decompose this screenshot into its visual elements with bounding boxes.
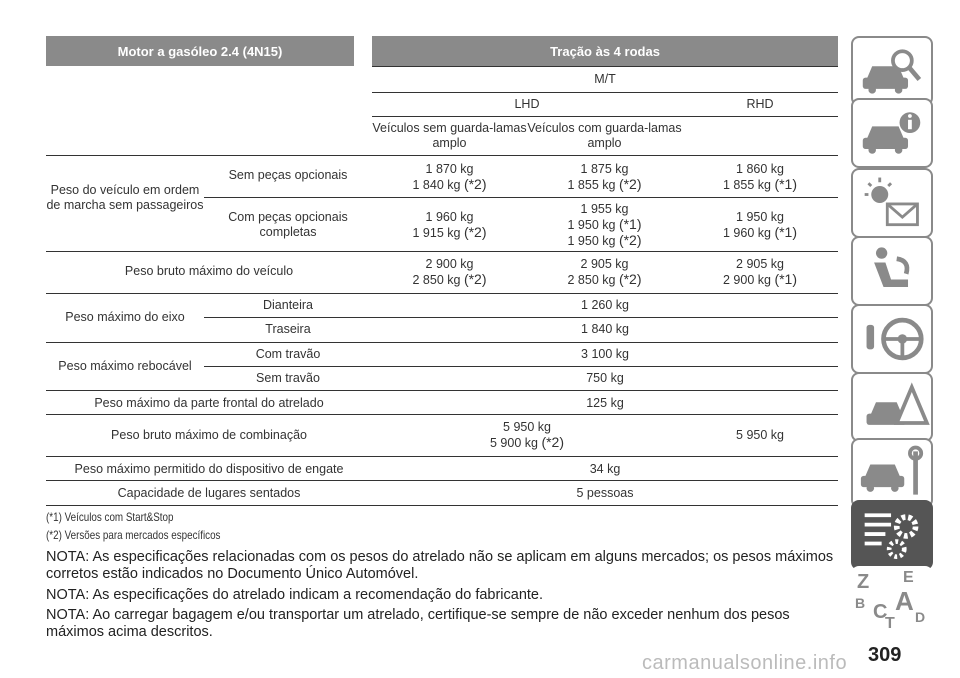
index-letter: T: [885, 615, 895, 632]
cell: 1 950 kg 1 960 kg (*1): [723, 210, 797, 240]
tab-safety[interactable]: [851, 236, 933, 306]
note-1: NOTA: As especificações relacionadas com os pesos do atrelado não se aplicam em alguns mercados; os pesos máximos corretos estão indicados no Documento Único Automóvel.: [46, 549, 834, 582]
cell: 1 955 kg 1 950 kg (*1) 1 950 kg (*2): [567, 202, 642, 248]
rule: [46, 342, 838, 343]
rule: [46, 390, 838, 391]
drive-header: Tração às 4 rodas: [372, 36, 838, 66]
index-letter: E: [903, 569, 914, 586]
cell: 5 950 kg 5 900 kg (*2): [490, 420, 564, 450]
car-info-icon: [853, 100, 931, 166]
note-3: NOTA: Ao carregar bagagem e/ou transportar um atrelado, certifique-se sempre de não exceder nenhum dos pesos máximos acima descritos.: [46, 607, 790, 640]
car-search-icon: [853, 38, 931, 104]
combo-value-rhd: 5 950 kg: [736, 428, 784, 442]
cell: 2 905 kg 2 900 kg (*1): [723, 257, 797, 287]
specs-gear-icon: [853, 502, 931, 568]
no-options-label: Sem peças opcionais: [228, 168, 348, 182]
note-2: NOTA: As especificações do atrelado indicam a recomendação do fabricante.: [46, 587, 544, 603]
col-b-label: Veículos com guarda-lamas amplo: [527, 121, 682, 150]
breakdown-icon: [853, 374, 931, 440]
footnote-2: (*2) Versões para mercados específicos: [46, 528, 221, 542]
index-letter: C: [873, 601, 888, 623]
curb-weight-label: Peso do veículo em ordem de marcha sem passageiros: [46, 183, 204, 212]
airbag-icon: [853, 238, 931, 304]
footnote-1: (*1) Veículos com Start&Stop: [46, 510, 174, 524]
rule: [46, 480, 838, 481]
index-icon: [851, 566, 933, 636]
index-letter: B: [855, 595, 866, 611]
tab-maintenance[interactable]: [851, 438, 933, 508]
cell: 1 960 kg 1 915 kg (*2): [412, 210, 487, 240]
front-value: 1 260 kg: [581, 298, 629, 312]
coupling-label: Peso máximo permitido do dispositivo de engate: [74, 462, 344, 476]
combo-label: Peso bruto máximo de combinação: [111, 428, 307, 442]
cell: 2 905 kg 2 850 kg (*2): [567, 257, 642, 287]
tow-label: Peso máximo rebocável: [58, 359, 192, 373]
tab-knowing-vehicle[interactable]: [851, 36, 933, 106]
engine-header: Motor a gasóleo 2.4 (4N15): [46, 36, 354, 66]
tab-technical-data[interactable]: [851, 500, 933, 570]
rule: [372, 92, 838, 93]
rear-value: 1 840 kg: [581, 322, 629, 336]
rule: [372, 116, 838, 117]
rule: [204, 317, 838, 318]
lhd-label: LHD: [514, 97, 540, 111]
cell: 1 860 kg 1 855 kg (*1): [723, 162, 797, 192]
index-letter: D: [915, 609, 926, 625]
tab-index[interactable]: [851, 566, 933, 636]
steering-wheel-icon: [853, 306, 931, 372]
rule: [46, 505, 838, 506]
cell: 1 870 kg 1 840 kg (*2): [412, 162, 487, 192]
rule: [46, 251, 838, 252]
tab-emergency[interactable]: [851, 372, 933, 442]
axle-label: Peso máximo do eixo: [65, 310, 185, 324]
nose-value: 125 kg: [586, 396, 624, 410]
rule: [204, 197, 838, 198]
braked-label: Com travão: [255, 347, 321, 361]
unbraked-label: Sem travão: [256, 371, 320, 385]
transmission-label: M/T: [594, 72, 616, 86]
rhd-label: RHD: [746, 97, 774, 111]
tab-info[interactable]: [851, 98, 933, 168]
rule: [46, 414, 838, 415]
warning-lights-icon: [853, 170, 931, 236]
front-label: Dianteira: [262, 298, 314, 312]
rule: [372, 66, 838, 67]
tab-starting[interactable]: [851, 304, 933, 374]
seats-label: Capacidade de lugares sentados: [117, 486, 301, 500]
rear-label: Traseira: [265, 322, 311, 336]
cell: 1 875 kg 1 855 kg (*2): [567, 162, 642, 192]
braked-value: 3 100 kg: [581, 347, 629, 361]
tab-warning-lights[interactable]: [851, 168, 933, 238]
unbraked-value: 750 kg: [586, 371, 624, 385]
index-letter: A: [895, 586, 914, 616]
full-options-label: Com peças opcionais completas: [228, 210, 348, 239]
rule: [46, 155, 838, 156]
car-maintenance-icon: [853, 440, 931, 506]
page-number: 309: [868, 644, 902, 666]
gross-weight-label: Peso bruto máximo do veículo: [124, 264, 294, 278]
seats-value: 5 pessoas: [576, 486, 634, 500]
cell: 2 900 kg 2 850 kg (*2): [412, 257, 487, 287]
watermark: carmanualsonline.info: [642, 652, 848, 674]
index-letter: Z: [857, 571, 870, 593]
rule: [46, 456, 838, 457]
nose-label: Peso máximo da parte frontal do atrelado: [94, 396, 324, 410]
col-a-label: Veículos sem guarda-lamas amplo: [372, 121, 527, 150]
rule: [204, 366, 838, 367]
coupling-value: 34 kg: [589, 462, 621, 476]
rule: [46, 293, 838, 294]
